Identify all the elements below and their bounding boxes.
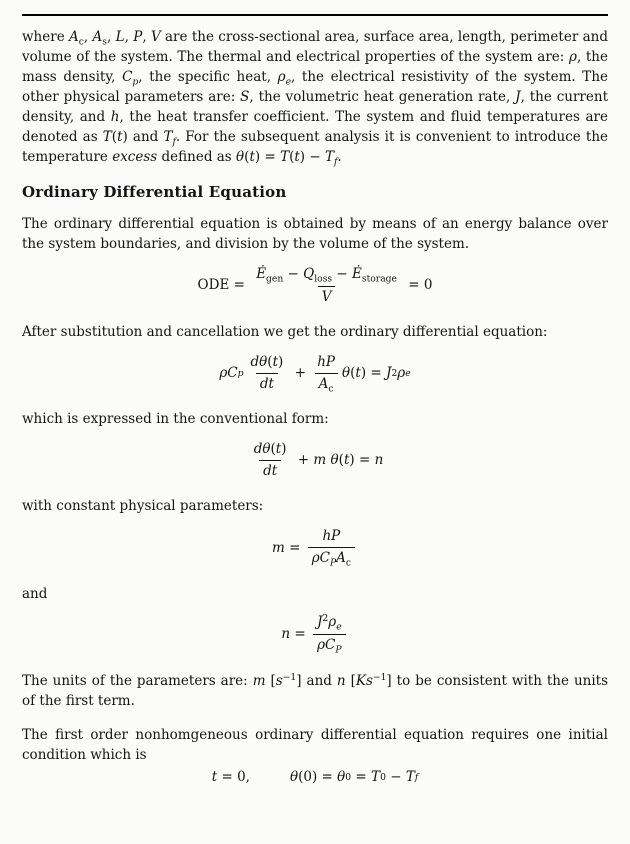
- paragraph-energy-balance: The ordinary differential equation is obtained by means of an energy balance over the system boundaries, and division by the volume of the system.: [22, 216, 608, 252]
- paragraph-parameter-definitions: where $A_c$, $A_s$, L, P, V are the cross-sectional area, surface area, length, perimeter and volume of the system. The thermal and electrical properties of the system are: ρ, the mass density, $C_p$, the specific heat, $\rho_e$, the electrical resistivity of the system. The other physical parameters are: S, the volumetric heat generation rate, J, the current density, and h, the heat transfer coefficient. The system and fluid temperatures are denoted as T(t) and $T_f$. For the subsequent analysis it is convenient to introduce the temperature excess defined as $\theta(t) = T(t) - T_f$.: [22, 29, 609, 168]
- equation-conventional-form: $\frac{d\theta(t)}{dt}$ + m θ ( t ) = n: [253, 441, 384, 480]
- paragraph-constant-parameters: with constant physical parameters:: [22, 498, 264, 515]
- equation-ode-energy-balance: ODE = $\frac{Ė_{gen} - Q_{loss} - Ė_{storage}}{V}$ = 0: [197, 266, 433, 305]
- connector-and: and: [22, 585, 48, 602]
- equation-governing-ode: ρ C p $\frac{d\theta(t)}{dt}$ + $\frac{hP}{A_c}$ θ ( t ) = J 2 ρ e: [219, 353, 411, 395]
- equation-parameter-n: n = $\frac{J^2\rho_e}{\rho C_P}$: [22, 614, 608, 655]
- paragraph-initial-condition: The first order nonhomgeneous ordinary differential equation requires one initial condition which is: [22, 726, 608, 763]
- document-page: [0, 14, 630, 844]
- paragraph-conventional-form: which is expressed in the conventional form:: [22, 411, 329, 428]
- equation-parameter-m: m = $\frac{hP}{\rho C_PA_c}$: [22, 528, 608, 568]
- equation-initial-condition: t = 0, θ (0) = θ 0 = T 0 − T f: [211, 768, 419, 785]
- paragraph-units: The units of the parameters are: m $[s^{-1}]$ and n $[Ks^{-1}]$ to be consistent with the units of the first term.: [22, 671, 609, 709]
- section-heading-ode: Ordinary Differential Equation: [22, 183, 287, 201]
- top-horizontal-rule: [22, 14, 608, 16]
- paragraph-after-substitution: After substitution and cancellation we get the ordinary differential equation:: [22, 323, 548, 340]
